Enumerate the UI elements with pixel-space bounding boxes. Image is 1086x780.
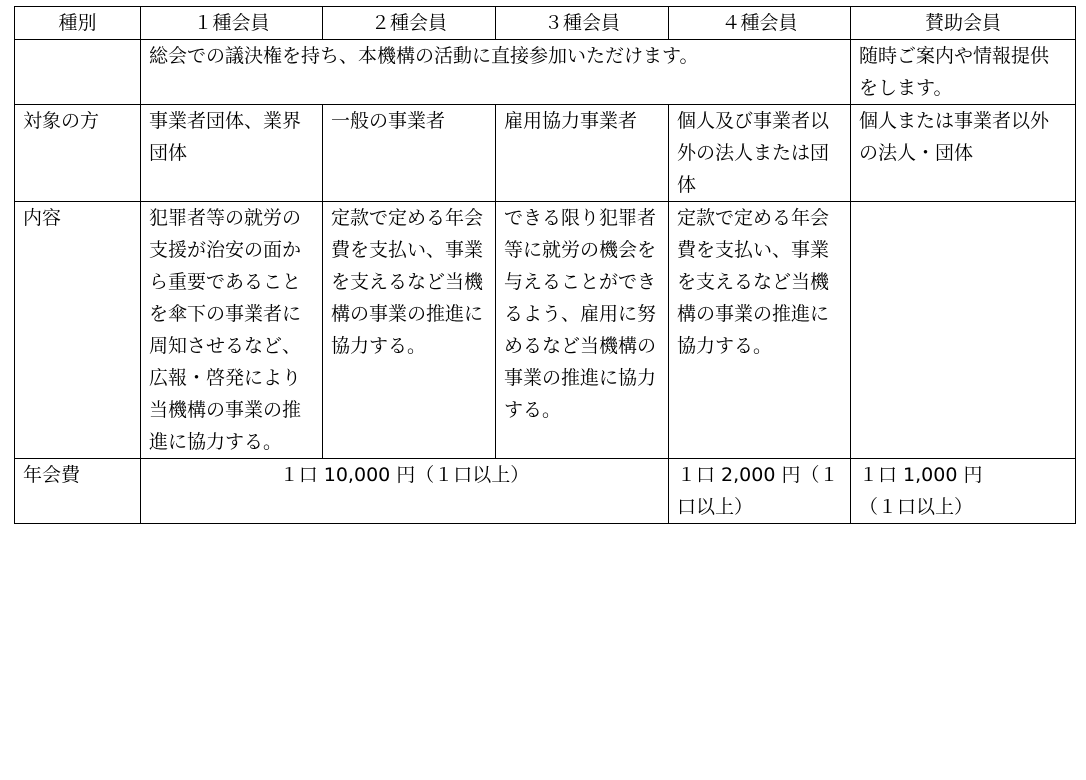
rights-supporting-cell: 随時ご案内や情報提供をします。 [851,40,1076,105]
header-cell-type1: １種会員 [141,7,323,40]
membership-table [14,6,1076,524]
rights-row [15,40,1076,105]
target-cell-type3: 雇用協力事業者 [496,105,669,202]
target-row [15,105,1076,202]
header-row [15,7,1076,40]
content-cell-type2: 定款で定める年会費を支払い、事業を支えるなど当機構の事業の推進に協力する。 [323,202,496,459]
content-cell-type3: できる限り犯罪者等に就労の機会を与えることができるよう、雇用に努めるなど当機構の事業の推進に協力する。 [496,202,669,459]
fee-row [15,459,1076,524]
header-cell-type3: ３種会員 [496,7,669,40]
rights-regular-cell: 総会での議決権を持ち、本機構の活動に直接参加いただけます。 [141,40,851,105]
fee-cell-type1-3: １口 10,000 円（１口以上） [141,459,669,524]
target-cell-supporting: 個人または事業者以外の法人・団体 [851,105,1076,202]
content-cell-supporting [851,202,1076,459]
target-cell-type4: 個人及び事業者以外の法人または団体 [669,105,851,202]
fee-supporting-line2: （１口以上） [859,496,974,518]
fee-cell-supporting [851,459,1076,524]
target-label-cell: 対象の方 [15,105,141,202]
header-cell-type4: ４種会員 [669,7,851,40]
header-cell-type: 種別 [15,7,141,40]
fee-cell-type4: １口 2,000 円（１口以上） [669,459,851,524]
rights-label-cell [15,40,141,105]
content-cell-type1: 犯罪者等の就労の支援が治安の面から重要であることを傘下の事業者に周知させるなど、広報・啓発により当機構の事業の推進に協力する。 [141,202,323,459]
target-cell-type1: 事業者団体、業界団体 [141,105,323,202]
header-cell-type2: ２種会員 [323,7,496,40]
content-cell-type4: 定款で定める年会費を支払い、事業を支えるなど当機構の事業の推進に協力する。 [669,202,851,459]
fee-supporting-line1: １口 1,000 円 [859,464,983,486]
header-cell-supporting: 賛助会員 [851,7,1076,40]
target-cell-type2: 一般の事業者 [323,105,496,202]
fee-label-cell: 年会費 [15,459,141,524]
content-label-cell: 内容 [15,202,141,459]
content-row [15,202,1076,459]
